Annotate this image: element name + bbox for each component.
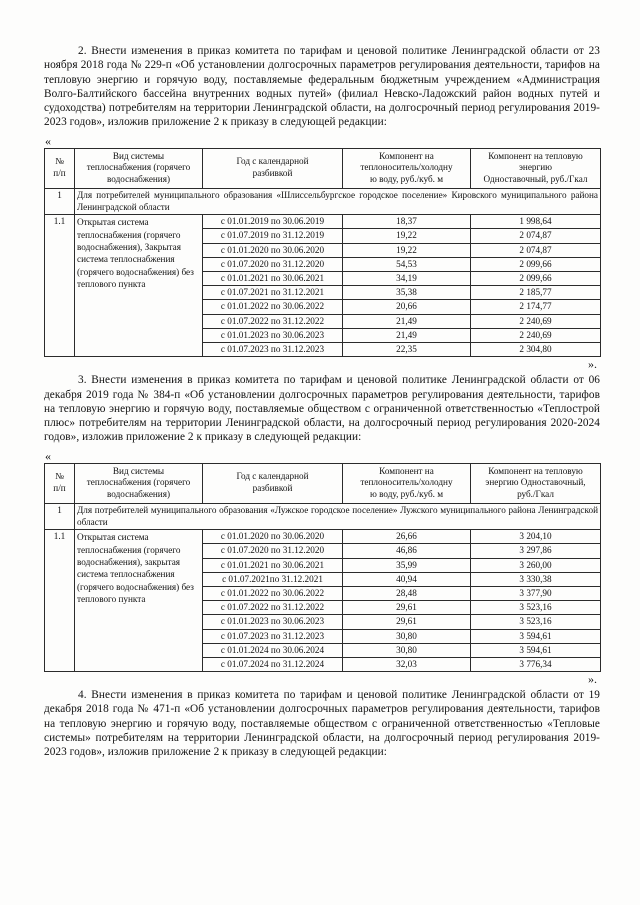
heat-value-cell: 3 377,90 — [471, 586, 601, 600]
period-cell: с 01.01.2023 по 30.06.2023 — [203, 328, 343, 342]
col-header-heat-line3: Одноставочный, руб./Гкал — [483, 173, 588, 184]
col-header-kind-line2: теплоснабжения (горячего — [86, 477, 191, 488]
item-number: 1.1 — [45, 215, 75, 357]
period-cell: с 01.07.2024 по 31.12.2024 — [203, 657, 343, 671]
col-header-kind — [75, 148, 203, 188]
period-cell: с 01.07.2020 по 31.12.2020 — [203, 257, 343, 271]
heat-value-cell: 3 594,61 — [471, 629, 601, 643]
col-header-water-line2: теплоноситель/холодну — [360, 162, 453, 173]
heat-value-cell: 3 594,61 — [471, 643, 601, 657]
col-header-year-line1: Год с календарной — [236, 471, 309, 482]
page-bottom-spacer — [44, 764, 600, 834]
water-value-cell: 35,38 — [343, 286, 471, 300]
col-header-year-line2: разбивкой — [252, 482, 293, 493]
col-header-number-line1: № — [55, 471, 64, 482]
col-header-number — [45, 148, 75, 188]
heat-value-cell: 3 523,16 — [471, 601, 601, 615]
table-row — [45, 530, 601, 544]
col-header-heat-line1: Компонент на тепловую — [488, 465, 583, 476]
heat-value-cell: 1 998,64 — [471, 215, 601, 229]
heat-value-cell: 2 099,66 — [471, 257, 601, 271]
col-header-kind-line1: Вид системы — [112, 150, 165, 161]
water-value-cell: 46,86 — [343, 544, 471, 558]
quote-open-table-2: « — [45, 448, 51, 463]
col-header-water-line3: ю воду, руб./куб. м — [369, 173, 444, 184]
water-value-cell: 21,49 — [343, 328, 471, 342]
item-kind: Открытая система теплоснабжения (горячего водоснабжения), Закрытая система теплоснабжения (горячего водоснабжения) без теплового пункта — [75, 215, 203, 357]
period-cell: с 01.07.2020 по 31.12.2020 — [203, 544, 343, 558]
paragraph-2: 2. Внести изменения в приказ комитета по тарифам и ценовой политике Ленинградской области от 23 ноября 2018 года № 229-п «Об установлении долгосрочных параметров регулирования деятельности, тарифов на тепловую энергию и горячую воду, поставляемые федеральным бюджетным учреждением «Администрация Волго-Балтийского бассейна внутренних водных путей» (филиал Невско-Ладожский район водных путей и судоходства) потребителям на территории Ленинградской области, на долгосрочный период регулирования 2019-2023 годов», изложив приложение 2 к приказу в следующей редакции: — [44, 45, 600, 129]
heat-value-cell: 3 776,34 — [471, 657, 601, 671]
period-cell: с 01.07.2021по 31.12.2021 — [203, 572, 343, 586]
col-header-water-line2: теплоноситель/холодну — [360, 477, 453, 488]
period-cell: с 01.01.2022 по 30.06.2022 — [203, 300, 343, 314]
quote-close-table-2: ». — [588, 672, 597, 687]
heat-value-cell: 3 260,00 — [471, 558, 601, 572]
col-header-heat-component — [471, 463, 601, 503]
col-header-year-line2: разбивкой — [252, 167, 293, 178]
table-header-row — [45, 463, 601, 503]
water-value-cell: 29,61 — [343, 601, 471, 615]
heat-value-cell: 2 304,80 — [471, 343, 601, 357]
water-value-cell: 34,19 — [343, 272, 471, 286]
period-cell: с 01.01.2020 по 30.06.2020 — [203, 243, 343, 257]
col-header-number-line1: № — [55, 156, 64, 167]
period-cell: с 01.01.2022 по 30.06.2022 — [203, 586, 343, 600]
period-cell: с 01.01.2021 по 30.06.2021 — [203, 558, 343, 572]
water-value-cell: 40,94 — [343, 572, 471, 586]
tariff-table-384p — [44, 463, 601, 672]
water-value-cell: 26,66 — [343, 530, 471, 544]
heat-value-cell: 3 297,86 — [471, 544, 601, 558]
water-value-cell: 21,49 — [343, 314, 471, 328]
quote-open-table-1: « — [45, 133, 51, 148]
group-row-number: 1 — [45, 189, 75, 215]
col-header-heat-line2: энергию — [518, 162, 553, 173]
quote-close-table-1: ». — [588, 357, 597, 372]
item-number: 1.1 — [45, 530, 75, 672]
heat-value-cell: 2 074,87 — [471, 243, 601, 257]
period-cell: с 01.07.2023 по 31.12.2023 — [203, 343, 343, 357]
paragraph-4: 4. Внести изменения в приказ комитета по тарифам и ценовой политике Ленинградской области от 19 декабря 2018 года № 471-п «Об установлении долгосрочных параметров регулирования деятельности, тарифов на тепловую энергию и горячую воду, поставляемые обществом с ограниченной ответственностью «Тепловые системы» потребителям на территории Ленинградской области, на долгосрочный период регулирования 2019-2023 годов», изложив приложение 2 к приказу в следующей редакции: — [44, 689, 600, 759]
heat-value-cell: 2 240,69 — [471, 314, 601, 328]
table-row — [45, 215, 601, 229]
col-header-water-component — [343, 463, 471, 503]
col-header-water-line1: Компонент на — [379, 465, 434, 476]
period-cell: с 01.07.2022 по 31.12.2022 — [203, 314, 343, 328]
water-value-cell: 18,37 — [343, 215, 471, 229]
col-header-kind-line2: теплоснабжения (горячего — [86, 162, 191, 173]
document-content — [44, 44, 600, 834]
period-cell: с 01.07.2022 по 31.12.2022 — [203, 601, 343, 615]
table-group-row — [45, 189, 601, 215]
water-value-cell: 19,22 — [343, 243, 471, 257]
water-value-cell: 28,48 — [343, 586, 471, 600]
col-header-water-line1: Компонент на — [379, 150, 434, 161]
heat-value-cell: 3 330,38 — [471, 572, 601, 586]
heat-value-cell: 2 074,87 — [471, 229, 601, 243]
col-header-year-line1: Год с календарной — [236, 156, 309, 167]
table-group-row — [45, 503, 601, 529]
col-header-year — [203, 463, 343, 503]
col-header-heat-line1: Компонент на тепловую — [488, 150, 583, 161]
water-value-cell: 30,80 — [343, 643, 471, 657]
period-cell: с 01.01.2019 по 30.06.2019 — [203, 215, 343, 229]
heat-value-cell: 2 240,69 — [471, 328, 601, 342]
period-cell: с 01.07.2023 по 31.12.2023 — [203, 629, 343, 643]
water-value-cell: 30,80 — [343, 629, 471, 643]
col-header-kind-line1: Вид системы — [112, 465, 165, 476]
group-row-text: Для потребителей муниципального образования «Шлиссельбургское городское поселение» Кировского муниципального района Ленинградской области — [75, 189, 601, 215]
water-value-cell: 20,66 — [343, 300, 471, 314]
period-cell: с 01.07.2019 по 31.12.2019 — [203, 229, 343, 243]
col-header-number — [45, 463, 75, 503]
col-header-kind-line3: водоснабжения) — [106, 173, 171, 184]
water-value-cell: 29,61 — [343, 615, 471, 629]
heat-value-cell: 2 185,77 — [471, 286, 601, 300]
col-header-number-line2: п/п — [53, 167, 66, 178]
col-header-kind — [75, 463, 203, 503]
period-cell: с 01.01.2023 по 30.06.2023 — [203, 615, 343, 629]
period-cell: с 01.01.2024 по 30.06.2024 — [203, 643, 343, 657]
table-header-row — [45, 148, 601, 188]
heat-value-cell: 2 174,77 — [471, 300, 601, 314]
group-row-number: 1 — [45, 503, 75, 529]
water-value-cell: 35,99 — [343, 558, 471, 572]
period-cell: с 01.07.2021 по 31.12.2021 — [203, 286, 343, 300]
heat-value-cell: 3 523,16 — [471, 615, 601, 629]
col-header-water-line3: ю воду, руб./куб. м — [369, 488, 444, 499]
period-cell: с 01.01.2020 по 30.06.2020 — [203, 530, 343, 544]
col-header-heat-line3: руб./Гкал — [517, 488, 554, 499]
col-header-number-line2: п/п — [53, 482, 66, 493]
col-header-heat-line2: энергию Одноставочный, — [485, 477, 586, 488]
water-value-cell: 22,35 — [343, 343, 471, 357]
col-header-kind-line3: водоснабжения) — [106, 488, 171, 499]
col-header-year — [203, 148, 343, 188]
item-kind: Открытая система теплоснабжения (горячего водоснабжения), закрытая система теплоснабжения (горячего водоснабжения) без теплового пункта — [75, 530, 203, 672]
heat-value-cell: 3 204,10 — [471, 530, 601, 544]
water-value-cell: 54,53 — [343, 257, 471, 271]
heat-value-cell: 2 099,66 — [471, 272, 601, 286]
tariff-table-229p — [44, 148, 601, 357]
group-row-text: Для потребителей муниципального образования «Лужское городское поселение» Лужского муниципального района Ленинградской области — [75, 503, 601, 529]
water-value-cell: 32,03 — [343, 657, 471, 671]
col-header-water-component — [343, 148, 471, 188]
water-value-cell: 19,22 — [343, 229, 471, 243]
col-header-heat-component — [471, 148, 601, 188]
period-cell: с 01.01.2021 по 30.06.2021 — [203, 272, 343, 286]
paragraph-3: 3. Внести изменения в приказ комитета по тарифам и ценовой политике Ленинградской области от 06 декабря 2019 года № 384-п «Об установлении долгосрочных параметров регулирования деятельности, тарифов на тепловую энергию и горячую воду, поставляемые обществом с ограниченной ответственностью «Теплострой плюс» потребителям на территории Ленинградской области, на долгосрочный период регулирования 2020-2024 годов», изложив приложение 2 к приказу в следующей редакции: — [44, 374, 600, 444]
